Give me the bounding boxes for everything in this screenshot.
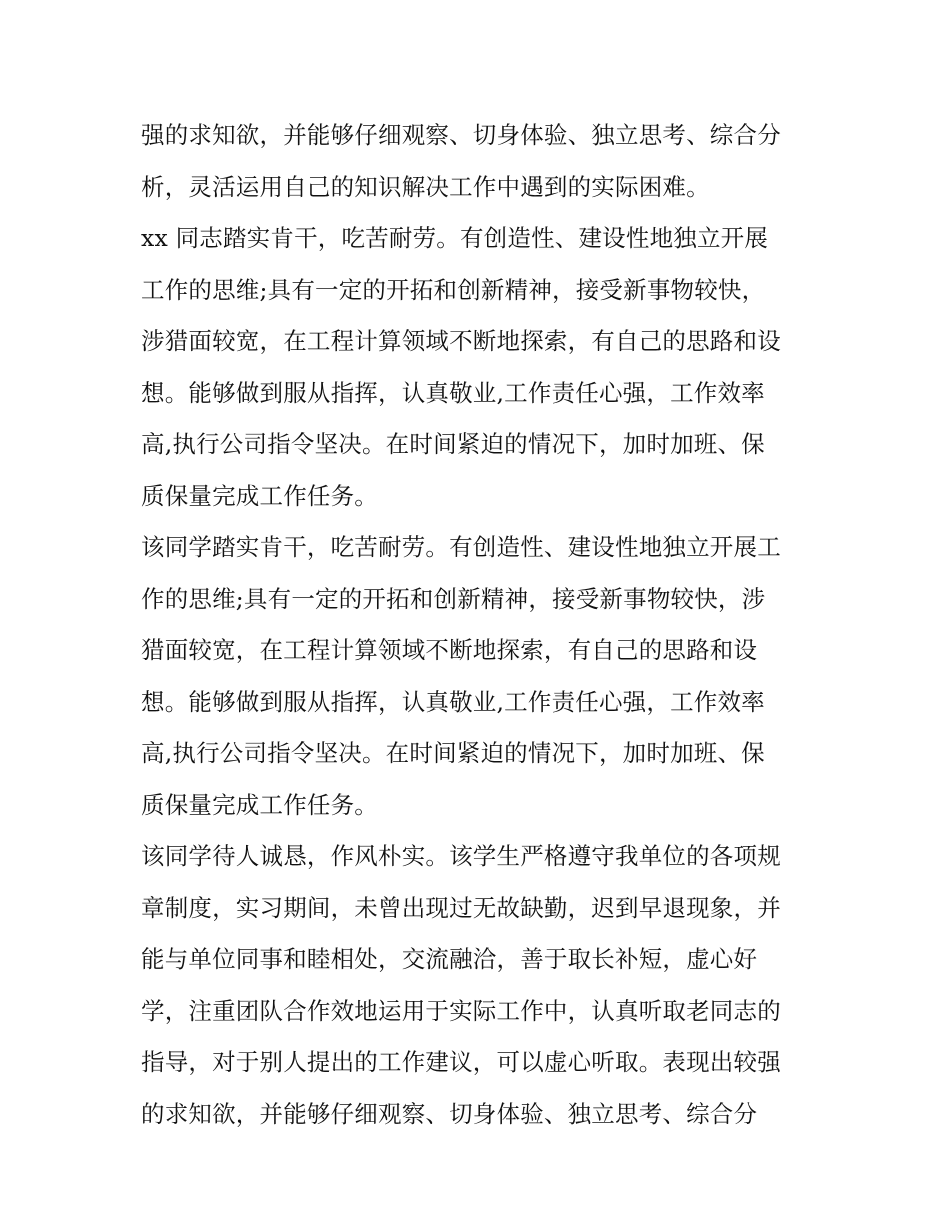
text-line: 高,执行公司指令坚决。在时间紧迫的情况下，加时加班、保 (141, 430, 765, 458)
text-line: 强的求知欲，并能够仔细观察、切身体验、独立思考、综合分 (141, 121, 781, 149)
text-line: 的求知欲，并能够仔细观察、切身体验、独立思考、综合分 (141, 1099, 758, 1128)
text-line: 作的思维;具有一定的开拓和创新精神，接受新事物较快，涉 (141, 584, 766, 613)
text-line: xx 同志踏实肯干，吃苦耐劳。有创造性、建设性地独立开展 (141, 224, 769, 252)
text-line: 能与单位同事和睦相处，交流融洽，善于取长补短，虚心好 (141, 945, 758, 973)
text-line: 析，灵活运用自己的知识解决工作中遇到的实际困难。 (141, 172, 710, 201)
text-line: 涉猎面较宽，在工程计算领域不断地探索，有自己的思路和设 (141, 327, 781, 355)
text-line: 学，注重团队合作效地运用于实际工作中，认真听取老同志的 (141, 996, 781, 1025)
text-line: 高,执行公司指令坚决。在时间紧迫的情况下，加时加班、保 (141, 739, 765, 767)
text-line: 想。能够做到服从指挥，认真敬业,工作责任心强，工作效率 (141, 378, 765, 407)
text-line: 质保量完成工作任务。 (141, 481, 378, 510)
text-line: 章制度，实习期间，未曾出现过无故缺勤，迟到早退现象，并 (141, 893, 781, 922)
document-body (141, 110, 821, 1140)
text-line: 该同学踏实肯干，吃苦耐劳。有创造性、建设性地独立开展工 (141, 533, 781, 561)
text-line: 质保量完成工作任务。 (141, 790, 378, 819)
text-line: 想。能够做到服从指挥，认真敬业,工作责任心强，工作效率 (141, 687, 765, 716)
text-line: 该同学待人诚恳，作风朴实。该学生严格遵守我单位的各项规 (141, 842, 781, 870)
text-line: 工作的思维;具有一定的开拓和创新精神，接受新事物较快， (141, 275, 766, 304)
text-line: 猎面较宽，在工程计算领域不断地探索，有自己的思路和设 (141, 636, 758, 664)
text-line: 指导，对于别人提出的工作建议，可以虚心听取。表现出较强 (141, 1048, 781, 1076)
